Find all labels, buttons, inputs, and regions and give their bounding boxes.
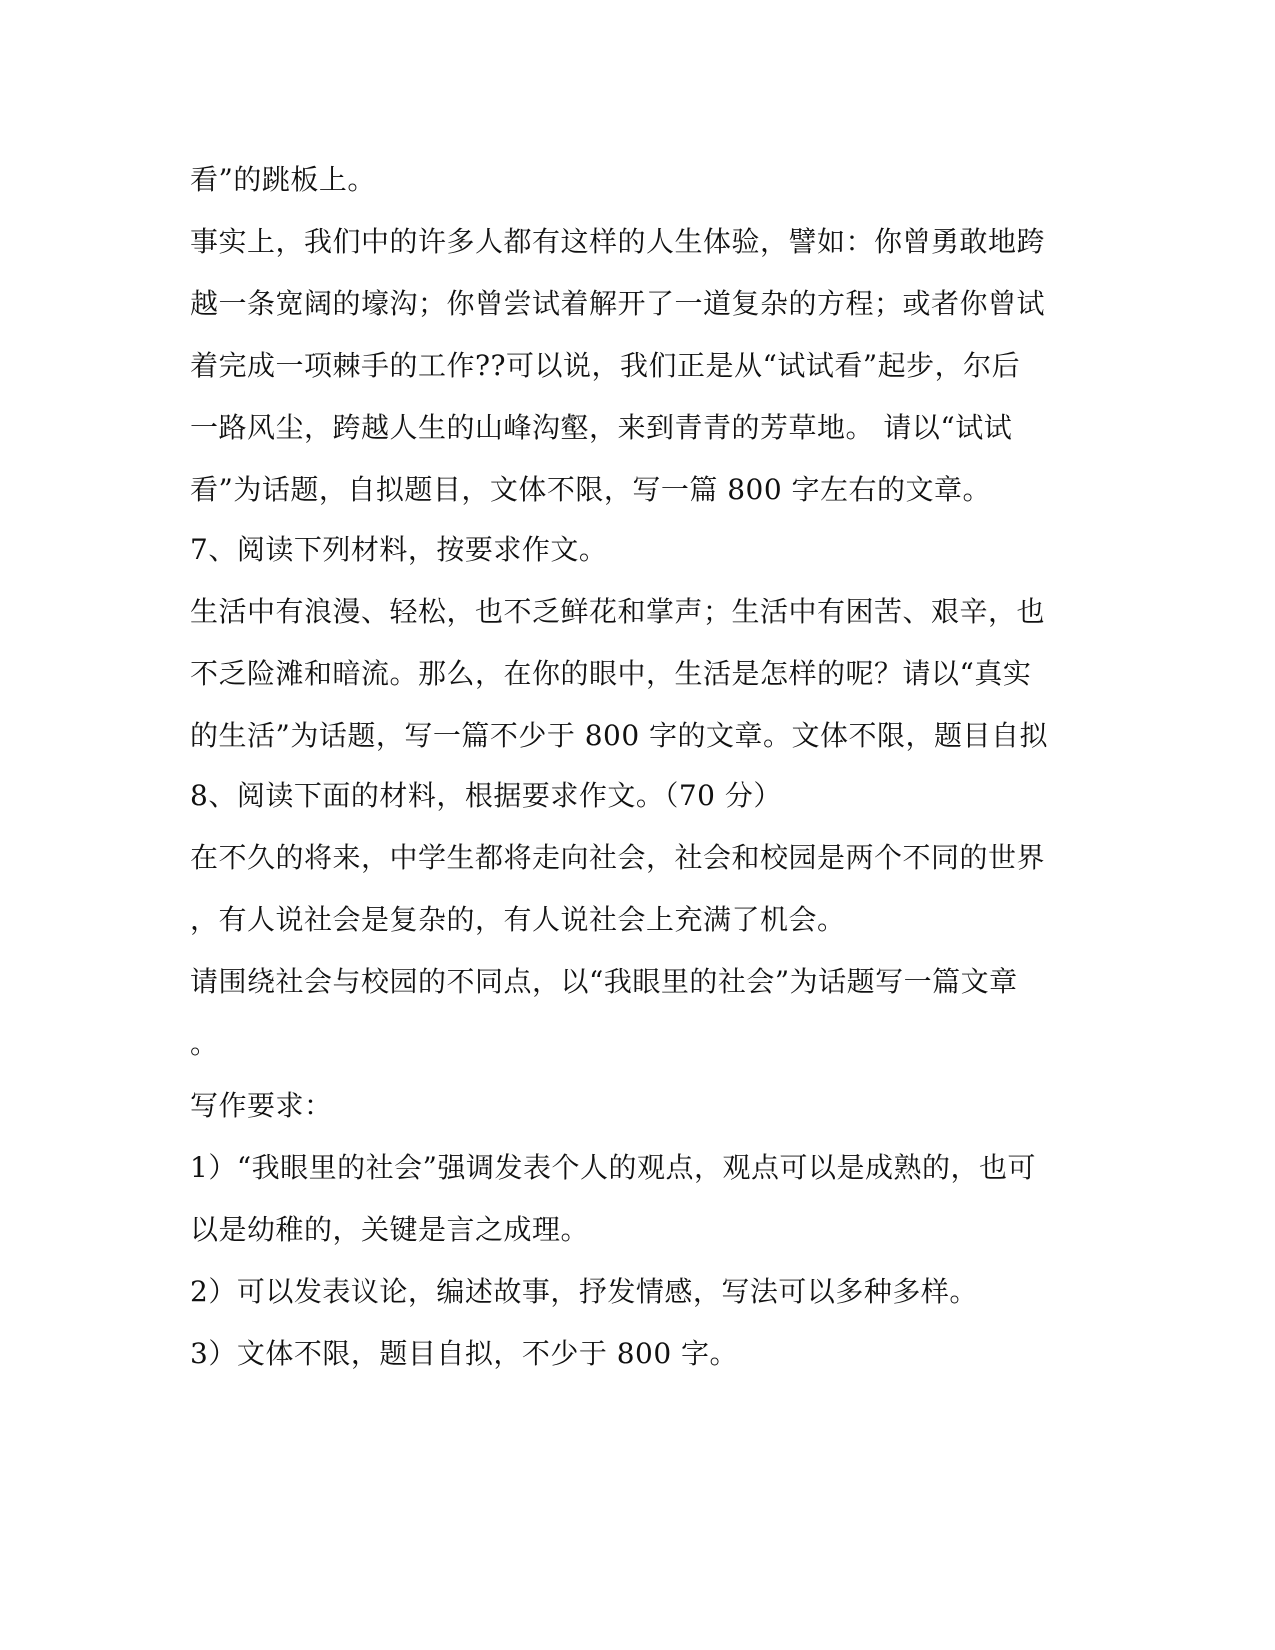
question-heading: 8、阅读下面的材料，根据要求作文。（70 分）: [190, 779, 782, 812]
text-line: 。: [190, 1027, 219, 1060]
requirement-item: 2）可以发表议论，编述故事，抒发情感，写法可以多种多样。: [190, 1275, 978, 1308]
text-line: 看”的跳板上。: [190, 163, 376, 196]
text-line: 一路风尘，跨越人生的山峰沟壑，来到青青的芳草地。 请以“试试: [190, 411, 1013, 444]
text-line: 看”为话题，自拟题目，文体不限，写一篇 800 字左右的文章。: [190, 473, 992, 506]
text-line: 着完成一项棘手的工作??可以说，我们正是从“试试看”起步，尔后: [190, 349, 1021, 382]
requirement-item: 3）文体不限，题目自拟，不少于 800 字。: [190, 1337, 739, 1370]
text-line: 不乏险滩和暗流。那么，在你的眼中，生活是怎样的呢？请以“真实: [190, 657, 1032, 690]
text-line: 以是幼稚的，关键是言之成理。: [190, 1213, 590, 1246]
text-line: 生活中有浪漫、轻松，也不乏鲜花和掌声；生活中有困苦、艰辛，也: [190, 595, 1046, 628]
text-line: 越一条宽阔的壕沟；你曾尝试着解开了一道复杂的方程；或者你曾试: [190, 287, 1046, 320]
text-line: 的生活”为话题，写一篇不少于 800 字的文章。文体不限，题目自拟: [190, 719, 1049, 752]
question-heading: 7、阅读下列材料，按要求作文。: [190, 533, 608, 566]
requirement-item: 1）“我眼里的社会”强调发表个人的观点，观点可以是成熟的，也可: [190, 1151, 1036, 1184]
text-line: 请围绕社会与校园的不同点，以“我眼里的社会”为话题写一篇文章: [190, 965, 1018, 998]
text-line: 在不久的将来，中学生都将走向社会，社会和校园是两个不同的世界: [190, 841, 1046, 874]
text-line: ，有人说社会是复杂的，有人说社会上充满了机会。: [190, 903, 846, 936]
text-line: 事实上，我们中的许多人都有这样的人生体验，譬如：你曾勇敢地跨: [190, 225, 1046, 258]
requirements-heading: 写作要求：: [190, 1089, 333, 1122]
